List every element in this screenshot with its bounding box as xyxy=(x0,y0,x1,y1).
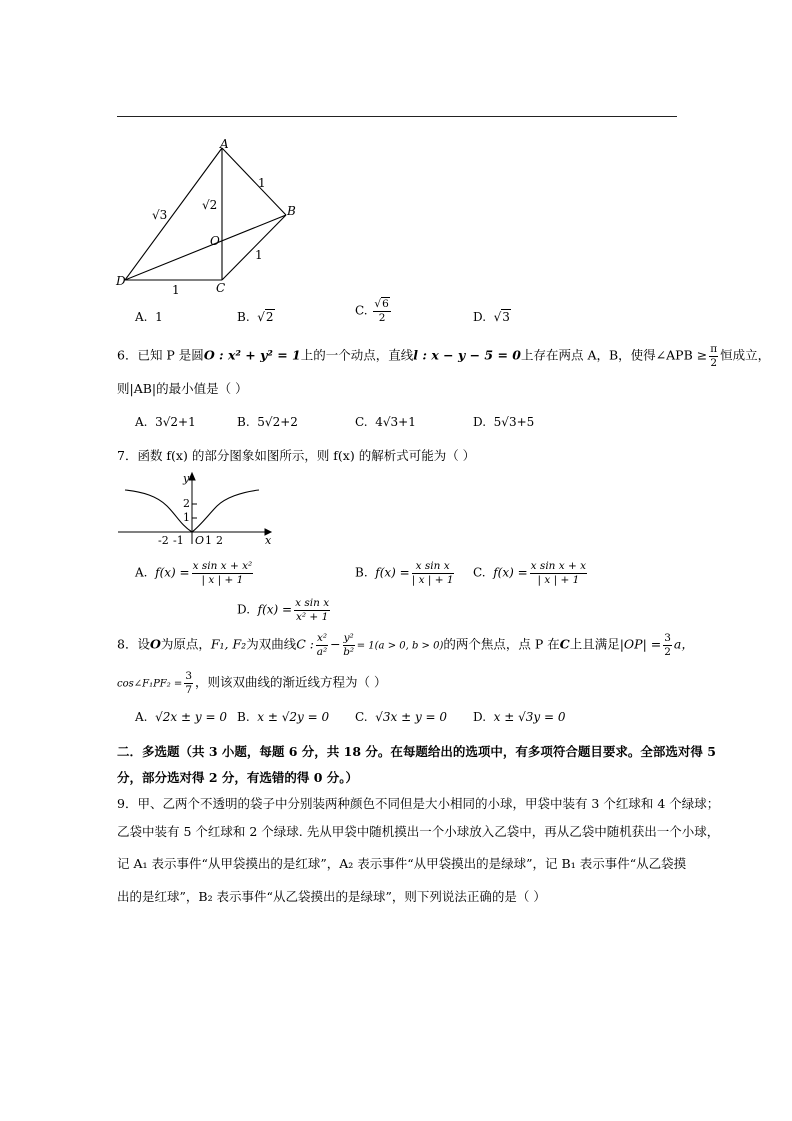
axis-y: y xyxy=(183,472,190,485)
label-D: D xyxy=(116,274,126,288)
q8-option-c: C. √3x ± y = 0 xyxy=(355,710,448,724)
tick-2: 2 xyxy=(183,497,190,510)
q9-stem-line1: 9．甲、乙两个不透明的袋子中分别装两种颜色不同但是大小相同的小球，甲袋中装有 3 个红球和 4 个绿球； xyxy=(117,796,720,811)
tick-o: O xyxy=(195,534,205,547)
label-B: B xyxy=(287,204,296,218)
q7-option-d: D. f(x) = $\frac{\text{x sin x}}{\text{x² + 1}}$ xyxy=(237,597,330,623)
q7-stem: 7．函数 f(x) 的部分图象如图所示，则 f(x) 的解析式可能为（ ） xyxy=(117,448,476,463)
q8-option-d: D. x ± √3y = 0 xyxy=(473,710,566,724)
tick-1: 1 xyxy=(183,511,190,524)
q7-option-a: A. f(x) = $\frac{\text{x sin x + x²}}{| x | + 1}$ xyxy=(135,560,253,586)
section2-heading-line1: 二．多选题（共 3 小题，每题 6 分，共 18 分。在每题给出的选项中，有多项符合题目要求。全部选对得 5 xyxy=(117,744,716,759)
q9-stem-line4: 出的是红球”，B₂ 表示事件“从乙袋摸出的是绿球”，则下列说法正确的是（ ） xyxy=(117,889,546,904)
label-A: A xyxy=(220,137,229,151)
q7-function-graph xyxy=(115,470,285,550)
q6-stem-line2: 则|AB|的最小值是（ ） xyxy=(117,381,248,396)
q6-option-a: A. 3√2+1 xyxy=(135,415,196,429)
axis-x: x xyxy=(265,534,272,547)
q5-option-d: D. √3 xyxy=(473,310,510,324)
q5-option-c: C. $\frac{√6}{2}$ xyxy=(355,298,389,324)
q8-option-a: A. √2x ± y = 0 xyxy=(135,710,227,724)
tick-neg2: -2 xyxy=(158,534,169,547)
label-sqrt2: √2 xyxy=(202,198,218,212)
q5-option-b: B. √2 xyxy=(237,310,274,324)
label-sqrt3: √3 xyxy=(152,208,168,222)
q9-stem-line2: 乙袋中装有 5 个红球和 2 个绿球. 先从甲袋中随机摸出一个小球放入乙袋中，再从乙袋中随机获出一个小球， xyxy=(117,824,720,839)
q9-stem-line3: 记 A₁ 表示事件“从甲袋摸出的是红球”，A₂ 表示事件“从甲袋摸出的是绿球”，记 B₁ 表示事件“从乙袋摸 xyxy=(117,856,687,871)
q6-option-d: D. 5√3+5 xyxy=(473,415,535,429)
header-rule xyxy=(117,116,677,117)
q5-quadrilateral-figure xyxy=(110,135,310,295)
q5-option-a: A. 1 xyxy=(135,310,163,324)
label-C: C xyxy=(216,281,226,295)
q7-option-b: B. f(x) = $\frac{\text{x sin x}}{| x | + 1}$ xyxy=(355,560,454,586)
q8-stem-line1: 8．设O为原点，F₁, F₂为双曲线C : $\frac{\text{x²}}{\text{a²}}$ − $\frac{\text{y²}}{\text{b²}}$ = 1(a > 0, b > 0)的两个焦点，点 P 在C上且满足|OP| = $\frac{3}{2}$ a， xyxy=(117,632,694,658)
label-ab: 1 xyxy=(258,176,266,190)
q6-option-c: C. 4√3+1 xyxy=(355,415,416,429)
q7-option-c: C. f(x) = $\frac{\text{x sin x + x}}{| x | + 1}$ xyxy=(473,560,587,586)
label-bc: 1 xyxy=(255,248,263,262)
q6-stem-line1: 6．已知 P 是圆O : x² + y² = 1上的一个动点，直线l : x − y − 5 = 0上存在两点 A，B，使得∠APB ≥ $\frac{\pi}{2}$ 恒成立， xyxy=(117,343,771,369)
label-dc: 1 xyxy=(172,283,180,295)
section2-heading-line2: 分，部分选对得 2 分，有选错的得 0 分。） xyxy=(117,770,359,785)
q6-option-b: B. 5√2+2 xyxy=(237,415,298,429)
tick-pos1: 1 xyxy=(205,534,212,547)
tick-pos2: 2 xyxy=(216,534,223,547)
q8-option-b: B. x ± √2y = 0 xyxy=(237,710,330,724)
label-O: O xyxy=(210,234,220,248)
q8-stem-line2: cos∠F₁PF₂ = $\frac{3}{7}$ ，则该双曲线的渐近线方程为（ ） xyxy=(117,670,387,696)
tick-neg1: -1 xyxy=(173,534,184,547)
